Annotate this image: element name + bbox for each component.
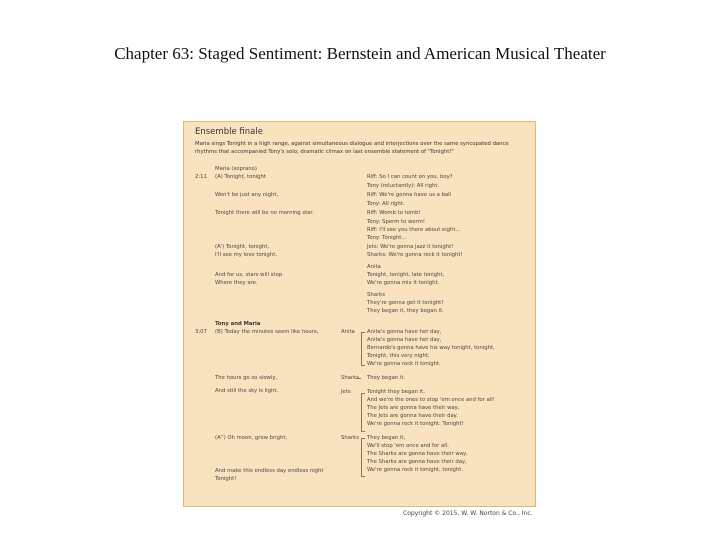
- lyric-line: We're gonna rock it tonight. Tonight!: [367, 421, 464, 427]
- lyric-line: They began it, they began it.: [367, 308, 444, 314]
- lyric-line: And still the sky is light.: [215, 388, 279, 394]
- lyric-line: Riff: So I can count on you, boy?: [367, 174, 453, 180]
- lyric-line: Riff: I'll see you there about eight...: [367, 227, 461, 233]
- singer-label: Sharks: [341, 375, 359, 381]
- lyric-line: I'll see my love tonight.: [215, 252, 278, 258]
- panel-heading: Ensemble finale: [195, 127, 263, 137]
- lyric-line: (A'') Oh moon, grow bright,: [215, 435, 288, 441]
- singer-label: Jets: [341, 389, 351, 395]
- lyric-line: Bernardo's gonna have his way tonight, tonight,: [367, 345, 495, 351]
- lyric-line: Where they are.: [215, 280, 258, 286]
- lyric-line: Tonight, this very night,: [367, 353, 430, 359]
- lyric-line: (B) Today the minutes seem like hours,: [215, 329, 319, 335]
- timestamp: 2:11: [195, 174, 207, 180]
- lyric-line: Tonight, tonight, late tonight,: [367, 272, 445, 278]
- lyric-line: The Sharks are gonna have their day,: [367, 459, 467, 465]
- bracket: [361, 438, 365, 477]
- timestamp: 3:07: [195, 329, 207, 335]
- bracket: [356, 378, 361, 379]
- lyric-line: We're gonna mix it tonight.: [367, 280, 440, 286]
- lyric-line: We'll stop 'em once and for all.: [367, 443, 449, 449]
- lyric-line: Tony: Tonight...: [367, 235, 407, 241]
- lyric-line: Anita: [367, 264, 381, 270]
- lyric-line: And make this endless day endless night: [215, 468, 324, 474]
- lyric-line: Tony and Maria: [215, 321, 261, 327]
- bracket: [361, 332, 365, 366]
- lyric-line: We're gonna rock it tonight.: [367, 361, 441, 367]
- lyric-line: Tony (reluctantly): All right.: [367, 183, 440, 189]
- copyright-notice: Copyright © 2015, W. W. Norton & Co., Inc.: [403, 510, 533, 517]
- lyric-line: They began it.: [367, 375, 406, 381]
- lyric-line: (A) Tonight, tonight: [215, 174, 266, 180]
- lyric-line: The Jets are gonna have their way,: [367, 405, 460, 411]
- lyric-line: Riff: Womb to tomb!: [367, 210, 421, 216]
- panel-intro: Maria sings Tonight in a high range, against simultaneous dialogue and interjections over the same syncopated dance rhythms that accompanied Tony's solo; dramatic climax on last ensemble statement of "Tonight!": [195, 141, 509, 155]
- lyric-line: They began it,: [367, 435, 406, 441]
- ensemble-finale-panel: [183, 121, 536, 507]
- singer-label: Sharks: [341, 435, 359, 441]
- lyric-line: The Jets are gonna have their day.: [367, 413, 458, 419]
- bracket: [361, 393, 365, 432]
- lyric-line: Tony: All right.: [367, 201, 405, 207]
- singer-label: Anita: [341, 329, 355, 335]
- lyric-line: And for us, stars will stop: [215, 272, 283, 278]
- lyric-line: Tonight there will be no morning star.: [215, 210, 314, 216]
- lyric-line: Anita's gonna have her day,: [367, 337, 442, 343]
- lyric-line: We're gonna rock it tonight, tonight.: [367, 467, 464, 473]
- lyric-line: Won't be just any night,: [215, 192, 279, 198]
- lyric-line: Riff: We're gonna have us a ball: [367, 192, 452, 198]
- lyric-line: The hours go so slowly,: [215, 375, 278, 381]
- lyric-line: Sharks: [367, 292, 385, 298]
- lyric-line: Sharks: We're gonna rock it tonight!: [367, 252, 463, 258]
- lyric-line: Tony: Sperm to worm!: [367, 219, 426, 225]
- lyric-line: Maria (soprano): [215, 166, 257, 172]
- lyric-line: Tonight they began it,: [367, 389, 425, 395]
- lyric-line: The Sharks are gonna have their way,: [367, 451, 468, 457]
- lyric-line: (A') Tonight, tonight,: [215, 244, 270, 250]
- lyric-line: Anita's gonna have her day,: [367, 329, 442, 335]
- slide-title: Chapter 63: Staged Sentiment: Bernstein and American Musical Theater: [114, 44, 606, 63]
- lyric-line: Tonight!: [215, 476, 237, 482]
- lyric-line: Jets: We're gonna jazz it tonight!: [367, 244, 454, 250]
- lyric-line: And we're the ones to stop 'em once and for all!: [367, 397, 495, 403]
- lyric-line: They're gonna get it tonight!: [367, 300, 444, 306]
